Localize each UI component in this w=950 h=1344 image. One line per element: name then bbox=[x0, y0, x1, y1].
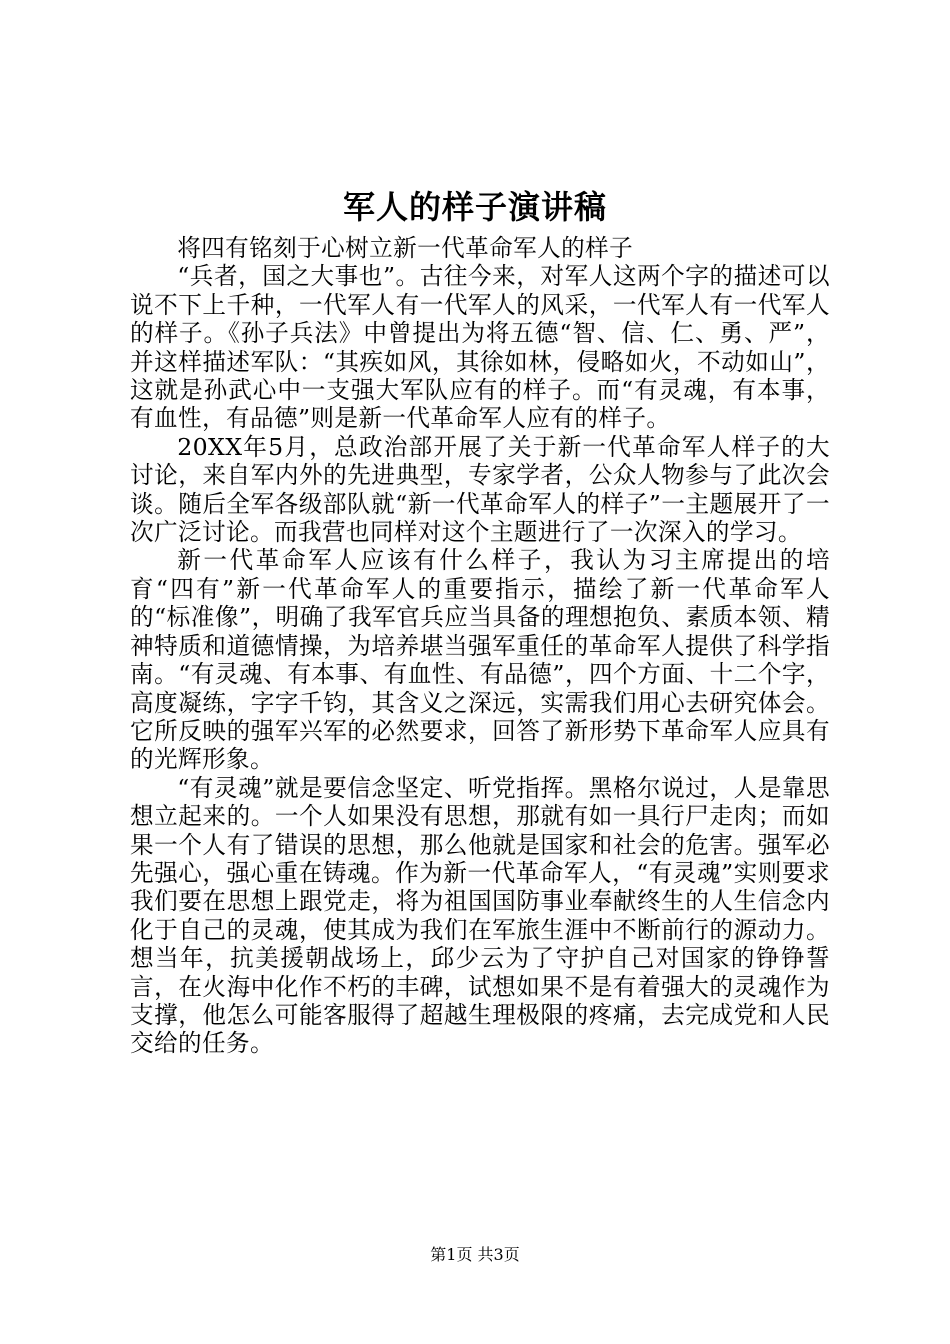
body-paragraph: “兵者，国之大事也”。古往今来，对军人这两个字的描述可以说不下上千种，一代军人有一代军人的风采，一代军人有一代军人的样子。《孙子兵法》中曾提出为将五德“智、信、仁、勇、严”，并这样描述军队：“其疾如风，其徐如林，侵略如火，不动如山”，这就是孙武心中一支强大军队应有的样子。而“有灵魂，有本事，有血性，有品德”则是新一代革命军人应有的样子。 bbox=[130, 262, 830, 433]
body-paragraph: 20XX年5月，总政治部开展了关于新一代革命军人样子的大讨论，来自军内外的先进典型，专家学者，公众人物参与了此次会谈。随后全军各级部队就“新一代革命军人的样子”一主题展开了一次广泛讨论。而我营也同样对这个主题进行了一次深入的学习。 bbox=[130, 432, 830, 547]
body-paragraph: “有灵魂”就是要信念坚定、听党指挥。黑格尔说过，人是靠思想立起来的。一个人如果没有思想，那就有如一具行尸走肉；而如果一个人有了错误的思想，那么他就是国家和社会的危害。强军必先强心，强心重在铸魂。作为新一代革命军人，“有灵魂”实则要求我们要在思想上跟党走，将为祖国国防事业奉献终生的人生信念内化于自己的灵魂，使其成为我们在军旅生涯中不断前行的源动力。想当年，抗美援朝战场上，邱少云为了守护自己对国家的铮铮誓言，在火海中化作不朽的丰碑，试想如果不是有着强大的灵魂作为支撑，他怎么可能客服得了超越生理极限的疼痛，去完成党和人民交给的任务。 bbox=[130, 773, 830, 1058]
page-footer bbox=[0, 1245, 950, 1265]
page-number: 第1页 共3页 bbox=[430, 1245, 520, 1264]
document-body bbox=[130, 234, 830, 1058]
body-paragraph: 新一代革命军人应该有什么样子，我认为习主席提出的培育“四有”新一代革命军人的重要指示，描绘了新一代革命军人的“标准像”，明确了我军官兵应当具备的理想抱负、素质本领、精神特质和道德情操，为培养堪当强军重任的革命军人提供了科学指南。“有灵魂、有本事、有血性、有品德”，四个方面、十二个字，高度凝练，字字千钧，其含义之深远，实需我们用心去研究体会。它所反映的强军兴军的必然要求，回答了新形势下革命军人应具有的光辉形象。 bbox=[130, 546, 830, 774]
subtitle-paragraph: 将四有铭刻于心树立新一代革命军人的样子 bbox=[177, 234, 634, 262]
document-title: 军人的样子演讲稿 bbox=[342, 188, 607, 226]
